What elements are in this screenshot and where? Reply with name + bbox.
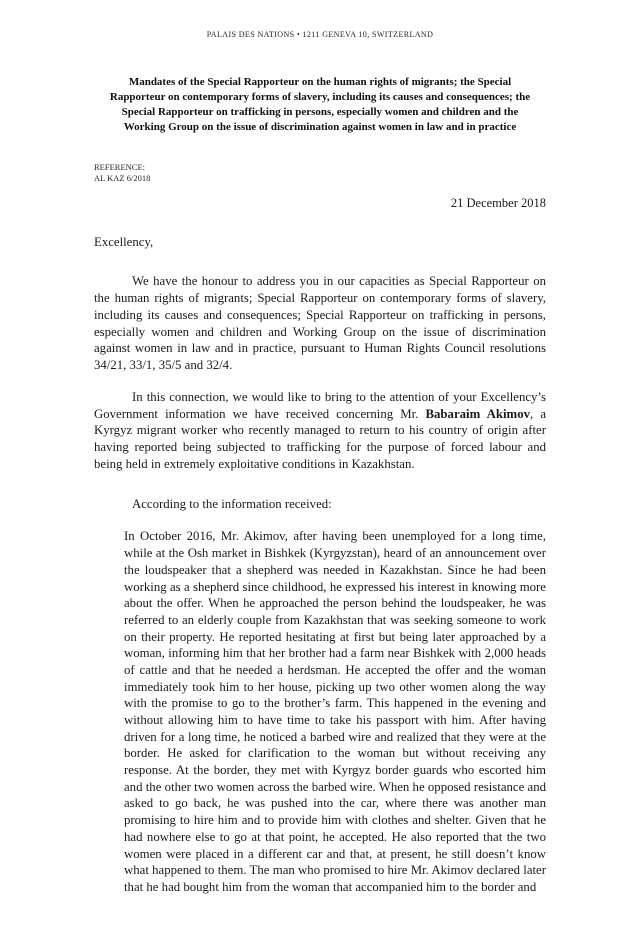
reference-block [94, 162, 546, 184]
salutation: Excellency, [94, 235, 154, 250]
paragraph-introduction: We have the honour to address you in our capacities as Special Rapporteur on the human rights of migrants; Special Rapporteur on contemporary forms of slavery, including its causes and consequences; Special Rapporteur on trafficking in persons, especially women and children and Working Group on the issue of discrimination against women in law and in practice, pursuant to Human Rights Council resolutions 34/21, 33/1, 35/5 and 32/4. [94, 274, 546, 373]
letter-date: 21 December 2018 [450, 196, 546, 211]
allegation-block: In October 2016, Mr. Akimov, after having been unemployed for a long time, while at the Osh market in Bishkek (Kyrgyzstan), heard of an announcement over the loudspeaker that a shepherd was needed in Kazakhstan. Since he had been working as a shepherd since childhood, he expressed his interest in knowing more about the offer. When he approached the person behind the loudspeaker, he was referred to an elderly couple from Kazakhstan that was seeking someone to work on their property. He reported hesitating at first but being later approached by a woman, informing him that her brother had a farm near Bishkek with 2,000 heads of cattle and that he needed a herdsman. He accepted the offer and the woman immediately took him to her house, picking up two other women along the way with the promise to go to the brother’s farm. This happened in the evening and without allowing him to have time to take his passport with him. After having driven for a long time, he noticed a barbed wire and realized that they were at the border. He asked for clarification to the woman but without receiving any response. At the border, they met with Kyrgyz border guards who escorted him and the other two women across the barbed wire. When he opposed resistance and asked to go back, he was pushed into the car, where there was another man promising to hire him and to provide him with clothes and shelter. Given that he had nowhere else to go at that point, he accepted. He also reported that the two women were placed in a different car and that, at present, he still doesn’t know what happened to them. The man who promised to hire Mr. Akimov declared later that he had bought him from the woman that accompanied him to the border and [124, 529, 546, 894]
paragraph-concern-after: , a Kyrgyz migrant worker who recently managed to return to his country of origin after having reported being subjected to trafficking for the purpose of forced labour and being held in extremely exploitative conditions in Kazakhstan. [94, 406, 546, 471]
paragraph-concern-before: In this connection, we would like to bring to the attention of your Excellency’s Government information we have received concerning Mr. [94, 389, 546, 421]
paragraph-concern [94, 389, 546, 473]
paragraph-lead-in: According to the information received: [132, 496, 332, 511]
subject-name: Babaraim Akimov [425, 406, 531, 421]
mandates-heading: Mandates of the Special Rapporteur on the human rights of migrants; the Special Rapporteur on contemporary forms of slavery, including its causes and consequences; the Special Rapporteur on trafficking in persons, especially women and children and the Working Group on the issue of discrimination against women in law and in practice [109, 76, 531, 133]
letterhead-address: PALAIS DES NATIONS • 1211 GENEVA 10, SWITZERLAND [206, 30, 434, 39]
reference-label: REFERENCE: [94, 162, 146, 173]
reference-number: AL KAZ 6/2018 [94, 173, 151, 184]
